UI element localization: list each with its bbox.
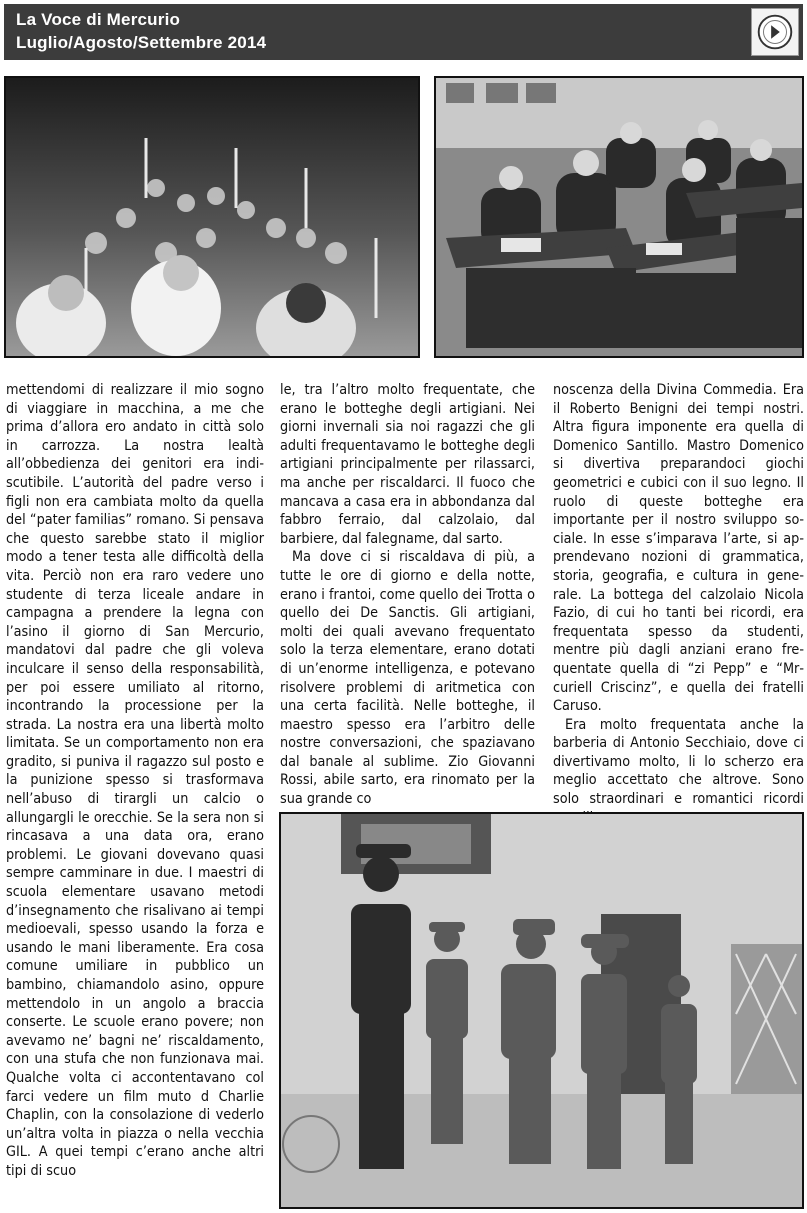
communion-procession-children-photo: [4, 76, 420, 358]
page-header: [4, 4, 803, 60]
article-paragraph: noscenza della Divina Commedia. Era il Roberto Benigni dei tempi nostri. Altra figura imponente era quella di Domenico Santillo. Mastro Domenico si divertiva preparandoci giochi geometrici e cubici con il suo legno. Il ruolo di queste botteghe era importante per il nostro sviluppo sociale. In esse s’imparava l’arte, si apprendevano nozioni di grammatica, storia, geografia, e cultura in generale. La bottega del calzolaio Nicola Fazio, di cui ho tanti bei ricordi, era frequentata spesso da studenti, mentre più dagli anziani erano frequentate quella di “zi Pepp” e “Mrcuriell Criscinz”, e quella dei fratelli Caruso.: [553, 382, 804, 715]
article-paragraph: Era molto frequentata anche la barberia di Antonio Secchiaio, dove ci divertivamo molto, li lo scherzo era meglio accettato che altrove. Sono solo straordinari e romantici ricordi: [553, 716, 804, 808]
village-boys-street-photo: [279, 812, 804, 1209]
publication-title: La Voce di Mercurio: [16, 10, 181, 29]
text-column-1: [6, 381, 264, 1181]
text-column-2: [280, 381, 535, 809]
article-paragraph: mettendomi di realizzare il mio sogno di viaggiare in macchina, a me che prima d’allora ero andato in città solo in carrozza. La nostra lealtà all’obbedienza dei genitori era indiscutibile. L’autorità del padre verso i figli non era cambiata molto da quella del “pater familias” romano. Si pensava che questo sarebbe stato il miglior modo a tener testa alle difficoltà della vita. Perciò non era raro vedere uno studente di terza liceale andare in campagna a prendere la legna con l’asino il giorno di San Mercurio, mandatovi dal padre che gli voleva inculcare il senso della responsabilità, per poi essere umiliato al ritorno, incontrando la processione per la strada. La nostra era una libertà molto limitata. Se un comportamento non era gradito, si puniva il ragazzo sul posto e la punizione spesso si trasformava nell’abuso di tirargli un calcio o allungargli le orecchie. Se la sera non si rincasava a una data ora, erano problemi. Le giovani dovevano quasi sempre camminare in due. I maestri di scuola elementare usavano metodi d’insegnamento che risalivano ai tempi medioevali, spesso usando la forza e usando le mani liberamente. Era cosa comune umiliare in pubblico un bambino, chiamandolo asino, oppure mettendolo in un angolo a braccia conserte. Le scuole erano povere; non avevamo ne’ bagni ne’ riscaldamento, con una stufa che non funzionava mai. Qualche volta ci accontentavano col farci vedere un film muto d Charlie Chaplin, con la consolazione di vederlo un’altra volta in piazza o nella vecchia GIL. A quei tempi c’erano anche altri tipi di scuo: [6, 382, 264, 1179]
article-paragraph: Ma dove ci si riscaldava di più, a tutte le ore di giorno e della notte, erano i frantoi, come quello dei Trotta o quello dei De Sanctis. Gli artigiani, molti dei quali avevano frequentato solo la terza elementare, erano dotati di un’enorme intelligenza, e potevano risolvere problemi di aritmetica con una certa facilità. Nelle botteghe, il maestro spesso era l’arbitro delle nostre conversazioni, che spaziavano dal banale al sublime. Zio Giovanni Rossi, abile sarto, era rinomato per la sua grande co: [280, 549, 535, 808]
classroom-students-desks-photo: [434, 76, 804, 358]
issue-date: Luglio/Agosto/Settembre 2014: [16, 33, 267, 52]
magazine-logo-icon: [751, 8, 799, 56]
article-paragraph: le, tra l’altro molto frequentate, che erano le botteghe degli artigiani. Nei giorni invernali sia noi ragazzi che gli adulti frequentavamo le botteghe degli artigiani principalmente per rilassarci, ma anche per riscaldarci. Il fuoco che mancava a casa era in abbondanza dal fabbro ferraio, dal calzolaio, dal barbiere, dal falegname, dal sarto.: [280, 382, 535, 547]
text-column-3: [553, 381, 804, 827]
